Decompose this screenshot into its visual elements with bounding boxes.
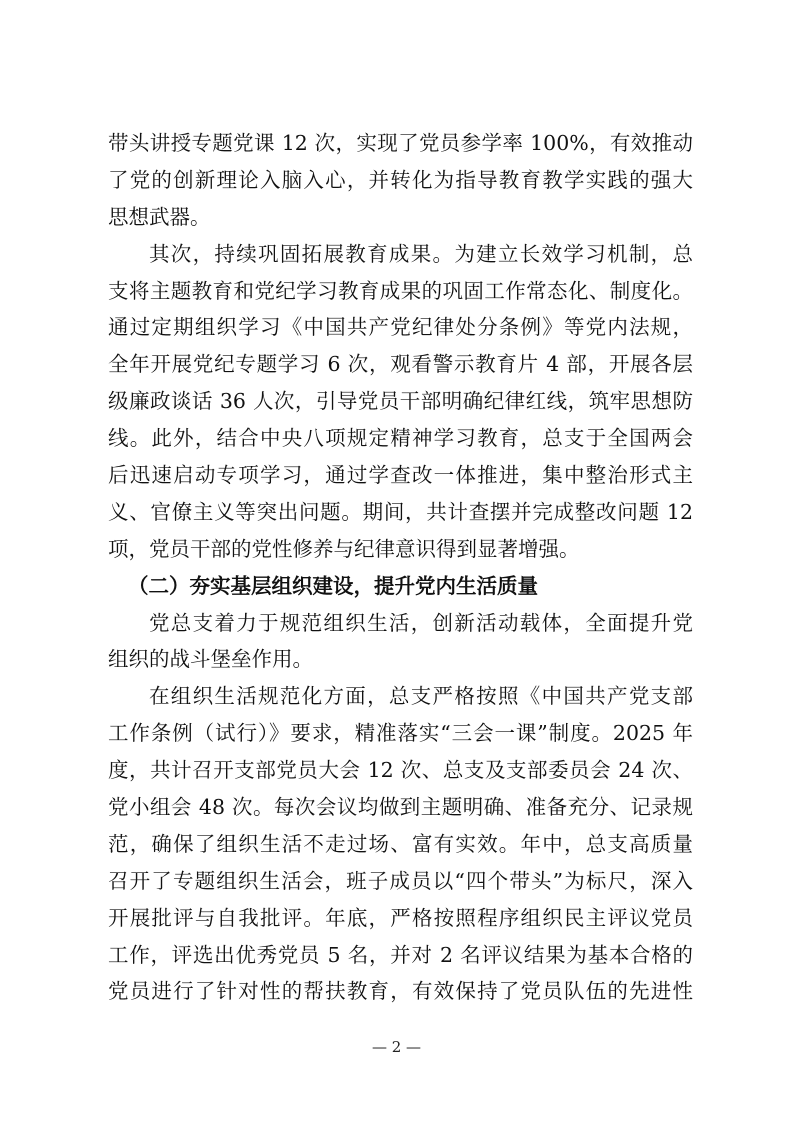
text-line: 召开了专题组织生活会，班子成员以“四个带头”为标尺，深入 (108, 868, 693, 893)
text-line: 思想武器。 (108, 204, 211, 229)
text-line: 全年开展党纪专题学习 6 次，观看警示教育片 4 部，开展各层 (108, 352, 693, 377)
text-line: 其次，持续巩固拓展教育成果。为建立长效学习机制，总 (149, 241, 693, 266)
text-line: 工作，评选出优秀党员 5 名，并对 2 名评议结果为基本合格的 (108, 942, 693, 967)
text-line: 党员进行了针对性的帮扶教育，有效保持了党员队伍的先进性 (108, 979, 693, 1004)
text-line: 级廉政谈话 36 人次，引导党员干部明确纪律红线，筑牢思想防 (108, 389, 693, 414)
text-line: 开展批评与自我批评。年底，严格按照程序组织民主评议党员 (108, 905, 693, 930)
text-line: 工作条例（试行）》要求，精准落实“三会一课”制度。2025 年 (108, 721, 693, 746)
text-line: 带头讲授专题党课 12 次，实现了党员参学率 100%，有效推动 (108, 131, 693, 155)
text-line: 组织的战斗堡垒作用。 (108, 647, 313, 672)
page-number: — 2 — (371, 1038, 422, 1056)
text-line: 后迅速启动专项学习，通过学查改一体推进，集中整治形式主 (108, 463, 693, 488)
text-line: 义、官僚主义等突出问题。期间，共计查摆并完成整改问题 12 (108, 499, 693, 524)
text-line: 党小组会 48 次。每次会议均做到主题明确、准备充分、记录规 (108, 795, 693, 820)
text-line: 了党的创新理论入脑入心，并转化为指导教育教学实践的强大 (108, 167, 693, 192)
text-line: 范，确保了组织生活不走过场、富有实效。年中，总支高质量 (108, 831, 693, 856)
text-line: 项，党员干部的党性修养与纪律意识得到显著增强。 (108, 536, 580, 561)
document-body (108, 125, 693, 1010)
text-line: 党总支着力于规范组织生活，创新活动载体，全面提升党 (149, 610, 693, 635)
text-line: 支将主题教育和党纪学习教育成果的巩固工作常态化、制度化。 (108, 278, 693, 303)
text-line: 度，共计召开支部党员大会 12 次、总支及支部委员会 24 次、 (108, 758, 693, 783)
text-line: 通过定期组织学习《中国共产党纪律处分条例》等党内法规， (108, 315, 693, 340)
text-line: 线。此外，结合中央八项规定精神学习教育，总支于全国两会 (108, 426, 693, 451)
text-line: 在组织生活规范化方面，总支严格按照《中国共产党支部 (149, 684, 693, 709)
section-heading: （二）夯实基层组织建设，提升党内生活质量 (128, 573, 538, 598)
